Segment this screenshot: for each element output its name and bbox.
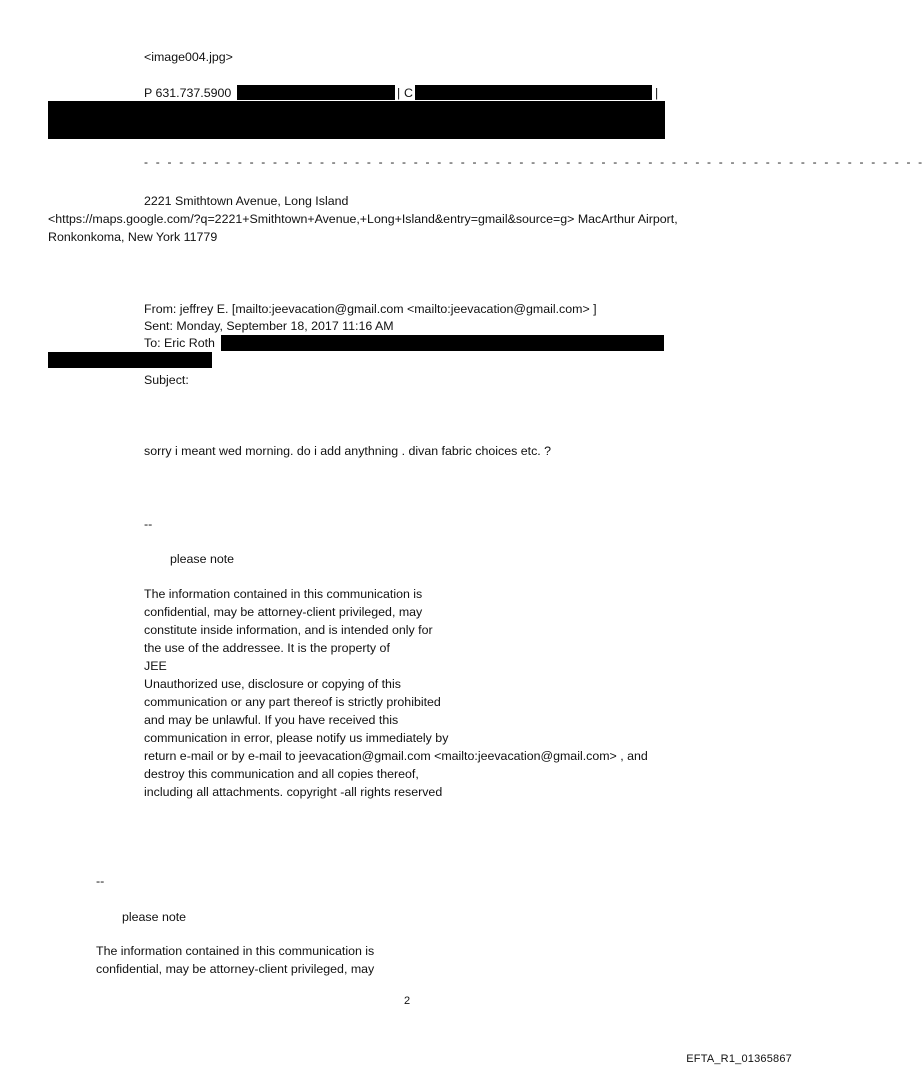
separator: | [397,86,401,100]
dashed-separator: - - - - - - - - - - - - - - - - - - - - - - - - - - - - - - - - - - - - - - - - - - - - - - - - - - - - - - - - - - - - - - - - - - - [144,155,924,169]
notice-line: including all attachments. copyright -all rights reserved [144,785,443,799]
notice-line: communication in error, please notify us immediately by [144,731,449,745]
notice-line: The information contained in this communication is [144,587,423,601]
image-reference: <image004.jpg> [144,50,233,64]
header-to: To: Eric Roth [144,336,215,350]
redaction-box [221,335,664,351]
notice-line: Unauthorized use, disclosure or copying of this [144,677,401,691]
header-sent: Sent: Monday, September 18, 2017 11:16 AM [144,319,394,333]
page-number: 2 [404,995,411,1007]
redaction-box [415,85,652,100]
separator: | [655,86,659,100]
redaction-box [48,352,212,368]
signature-dashes: -- [96,874,105,888]
bates-stamp: EFTA_R1_01365867 [686,1053,792,1065]
notice-line: destroy this communication and all copies thereof, [144,767,419,781]
notice-line: return e-mail or by e-mail to jeevacation@gmail.com <mailto:jeevacation@gmail.com> , and [144,749,648,763]
signature-dashes: -- [144,517,153,531]
address-line-2: <https://maps.google.com/?q=2221+Smithtown+Avenue,+Long+Island&entry=gmail&source=g> MacArthur Airport, [48,212,678,226]
header-subject: Subject: [144,373,189,387]
notice-line: confidential, may be attorney-client privileged, may [144,605,423,619]
address-line-1: 2221 Smithtown Avenue, Long Island [144,194,349,208]
signature-note: please note [122,910,187,924]
confidentiality-notice [96,942,374,978]
redaction-box [48,101,665,139]
notice-line: the use of the addressee. It is the property of [144,641,390,655]
notice-line: JEE [144,659,167,673]
message-body: sorry i meant wed morning. do i add anythning . divan fabric choices etc. ? [144,444,552,458]
signature-note: please note [170,552,235,566]
cell-label: C [404,86,413,100]
notice-line: constitute inside information, and is intended only for [144,623,433,637]
header-from: From: jeffrey E. [mailto:jeevacation@gmail.com <mailto:jeevacation@gmail.com> ] [144,302,597,316]
notice-line: The information contained in this communication is [96,944,375,958]
address-line-3: Ronkonkoma, New York 11779 [48,230,218,244]
confidentiality-notice [144,585,648,801]
phone-label: P 631.737.5900 [144,86,232,100]
notice-line: confidential, may be attorney-client privileged, may [96,962,375,976]
notice-line: communication or any part thereof is strictly prohibited [144,695,441,709]
notice-line: and may be unlawful. If you have received this [144,713,399,727]
redaction-box [237,85,395,100]
